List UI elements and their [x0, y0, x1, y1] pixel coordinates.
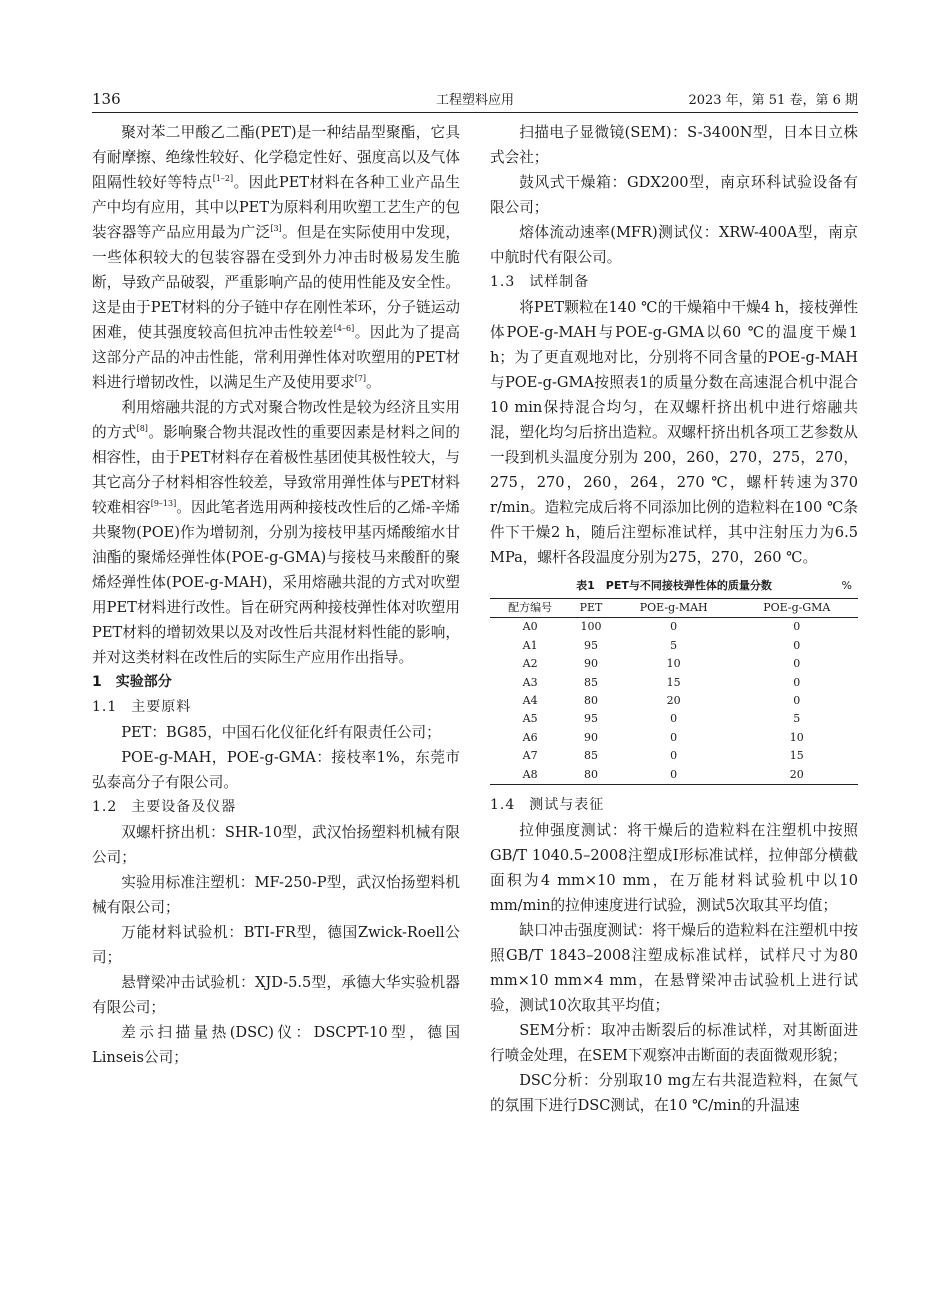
- table-cell: 0: [670, 749, 678, 763]
- table-cell: 90: [583, 730, 598, 744]
- table-row: [490, 655, 858, 673]
- table-row: [490, 710, 858, 728]
- table-header-row: [490, 599, 858, 618]
- citation: [9–13]: [150, 499, 177, 509]
- equipment-item: 悬臂梁冲击试验机：XJD-5.5型，承德大华实验机器有限公司；: [92, 974, 460, 1016]
- subsection-title: 主要原料: [131, 699, 192, 715]
- intro-paragraph-2: [92, 395, 460, 670]
- citation: [1–2]: [212, 174, 234, 184]
- subsection-heading: [490, 270, 858, 295]
- table-cell: 80: [583, 694, 598, 708]
- table-cell: A6: [522, 730, 538, 744]
- table-unit: %: [841, 579, 852, 592]
- table-row: [490, 766, 858, 785]
- table-cell: 20: [736, 766, 858, 785]
- page-number: 136: [92, 90, 121, 108]
- test-paragraph: 拉伸强度测试：将干燥后的造粒料在注塑机中按照GB/T 1040.5–2008注塑成Ⅰ形标准试样，拉伸部分横截面积为4 mm×10 mm，在万能材料试验机中以10 mm/min的拉伸速度进行试验，测试5次取其平均值；: [490, 822, 858, 915]
- intro-text: 。因此为了提高这部分产品的冲击性能，常利用弹性体对吹塑用的PET材料进行增韧改性，以满足生产及使用要求: [92, 324, 460, 391]
- table-cell: 15: [789, 749, 804, 763]
- test-paragraph: SEM分析：取冲击断裂后的标准试样，对其断面进行喷金处理，在SEM下观察冲击断面的表面微观形貌；: [490, 1022, 858, 1065]
- table-header-cell: POE-g-MAH: [612, 599, 736, 618]
- subsection-title: 测试与表征: [529, 797, 605, 814]
- table-cell: 95: [583, 712, 598, 726]
- table-cell: 0: [670, 620, 678, 634]
- left-column: [92, 120, 460, 1070]
- table-row: [490, 637, 858, 655]
- subsection-heading: [490, 793, 858, 818]
- table-cell: A5: [522, 712, 538, 726]
- table-cell: 0: [793, 675, 801, 689]
- table-cell: 5: [793, 712, 801, 726]
- table-cell: 0: [793, 657, 801, 671]
- table-header-cell: POE-g-GMA: [736, 599, 858, 618]
- table-header-cell: PET: [570, 599, 612, 618]
- table-cell: A3: [522, 675, 538, 689]
- table-cell: A7: [522, 749, 538, 763]
- intro-text: 利用熔融共混的方式对聚合物改性是较为经济且实用的方式: [92, 399, 460, 441]
- table-cell: A4: [522, 694, 538, 708]
- subsection-heading: [92, 795, 460, 820]
- intro-text: 。: [366, 374, 381, 391]
- subsection-heading: [92, 695, 460, 720]
- table-cell: 0: [670, 730, 678, 744]
- table-cell: 0: [670, 712, 678, 726]
- citation: [8]: [136, 424, 148, 434]
- material-item: POE-g-MAH，POE-g-GMA：接枝率1%，东莞市弘泰高分子有限公司。: [92, 749, 460, 791]
- intro-paragraph-1: [92, 120, 460, 395]
- table-cell: 0: [793, 620, 801, 634]
- issue-info: 2023 年，第 51 卷，第 6 期: [688, 93, 858, 108]
- table-header-cell: 配方编号: [490, 599, 570, 618]
- table-cell: 20: [666, 694, 681, 708]
- table-caption-text: 表1 PET与不同接枝弹性体的质量分数: [576, 579, 772, 592]
- table-row: [490, 729, 858, 747]
- journal-name: 工程塑料应用: [435, 93, 514, 108]
- table-cell: 90: [583, 657, 598, 671]
- running-header: [92, 90, 858, 113]
- intro-text: 。因此笔者选用两种接枝改性后的乙烯-辛烯共聚物(POE)作为增韧剂，分别为接枝甲基丙烯酸缩水甘油酯的聚烯烃弹性体(POE-g-GMA)与接枝马来酸酐的聚烯烃弹性体(POE-g-MAH)，采用熔融共混的方式对吹塑用PET材料进行改性。旨在研究两种接枝弹性体对吹塑用PET材料的增韧效果以及对改性后共混材料性能的影响，并对这类材料在改性后的实际生产应用作出指导。: [92, 499, 460, 666]
- equipment-item: 万能材料试验机：BTI-FR型，德国Zwick-Roell公司；: [92, 924, 460, 966]
- intro-text: 聚对苯二甲酸乙二酯(PET)是一种结晶型聚酯，它具有耐摩擦、绝缘性较好、化学稳定性好、强度高以及气体阻隔性较好等特点: [92, 124, 460, 191]
- table-cell: 0: [793, 638, 801, 652]
- table-cell: 80: [570, 766, 612, 785]
- table-cell: 85: [583, 749, 598, 763]
- citation: [7]: [354, 374, 367, 384]
- table-cell: A8: [490, 766, 570, 785]
- test-paragraph: DSC分析：分别取10 mg左右共混造粒料，在氮气的氛围下进行DSC测试，在10 ℃/min的升温速: [490, 1072, 858, 1115]
- table-cell: 0: [612, 766, 736, 785]
- sample-prep-paragraph: 将PET颗粒在140 ℃的干燥箱中干燥4 h，接枝弹性体POE-g-MAH与POE-g-GMA以60 ℃的温度干燥1 h；为了更直观地对比，分别将不同含量的POE-g-MAH与POE-g-GMA按照表1的质量分数在高速混合机中混合10 min保持混合均匀，在双螺杆挤出机中进行熔融共混，塑化均匀后挤出造粒。双螺杆挤出机各项工艺参数从一段到机头温度分别为 200，260，270，275，270，275，270，260，264，270 ℃，螺杆转速为370 r/min。造粒完成后将不同添加比例的造粒料在100 ℃条件下干燥2 h，随后注塑标准试样，其中注射压力为6.5 MPa，螺杆各段温度分别为275，270，260 ℃。: [490, 299, 858, 566]
- equipment-item: 差示扫描量热(DSC)仪：DSCPT-10型，德国Linseis公司；: [92, 1024, 460, 1066]
- equipment-item: 熔体流动速率(MFR)测试仪：XRW-400A型，南京中航时代有限公司。: [490, 224, 858, 266]
- table-row: [490, 674, 858, 692]
- material-item: PET：BG85，中国石化仪征化纤有限责任公司；: [121, 724, 441, 741]
- subsection-title: 试样制备: [529, 274, 590, 290]
- equipment-item: 实验用标准注塑机：MF-250-P型，武汉怡扬塑料机械有限公司；: [92, 874, 460, 916]
- citation: [3]: [270, 224, 282, 234]
- intro-text: 。影响聚合物共混改性的重要因素是材料之间的相容性，由于PET材料存在着极性基团使其极性较大，与其它高分子材料相容性较差，导致常用弹性体与PET材料较难相容: [92, 424, 460, 516]
- table-cell: 0: [793, 694, 801, 708]
- table-row: [490, 747, 858, 765]
- subsection-number: 1.1: [92, 699, 118, 715]
- equipment-item: 双螺杆挤出机：SHR-10型，武汉怡扬塑料机械有限公司；: [92, 824, 460, 866]
- right-column: [490, 120, 858, 1118]
- table-row: [490, 692, 858, 710]
- table-cell: 10: [789, 730, 804, 744]
- table-cell: A2: [522, 657, 538, 671]
- table-caption: [490, 576, 858, 596]
- table-cell: 10: [666, 657, 681, 671]
- table-row: [490, 618, 858, 637]
- table-cell: 100: [580, 620, 602, 634]
- subsection-number: 1.4: [490, 797, 516, 814]
- equipment-item: 鼓风式干燥箱：GDX200型，南京环科试验设备有限公司；: [490, 174, 858, 216]
- intro-text: 。但是在实际使用中发现，一些体积较大的包装容器在受到外力冲击时极易发生脆断，导致产品破裂，严重影响产品的使用性能及安全性。这是由于PET材料的分子链中存在刚性苯环，分子链运动困难，使其强度较高但抗冲击性较差: [92, 224, 460, 341]
- subsection-number: 1.2: [92, 799, 118, 815]
- table-cell: A0: [522, 620, 538, 634]
- section-heading: 1 实验部分: [92, 674, 172, 690]
- equipment-item: 扫描电子显微镜(SEM)：S-3400N型，日本日立株式会社；: [490, 124, 858, 166]
- table-cell: 15: [666, 675, 681, 689]
- table-cell: A1: [522, 638, 538, 652]
- table-cell: 85: [583, 675, 598, 689]
- table-cell: 5: [670, 638, 678, 652]
- subsection-title: 主要设备及仪器: [131, 799, 237, 815]
- table-cell: 95: [583, 638, 598, 652]
- test-paragraph: 缺口冲击强度测试：将干燥后的造粒料在注塑机中按照GB/T 1843–2008注塑成标准试样，试样尺寸为80 mm×10 mm×4 mm，在悬臂梁冲击试验机上进行试验，测试10次取其平均值；: [490, 922, 858, 1015]
- formulation-table: [490, 598, 858, 785]
- subsection-number: 1.3: [490, 274, 516, 290]
- intro-text: 。因此PET材料在各种工业产品生产中均有应用，其中以PET为原料利用吹塑工艺生产的包装容器等产品应用最为广泛: [92, 174, 460, 241]
- citation: [4–6]: [333, 324, 355, 334]
